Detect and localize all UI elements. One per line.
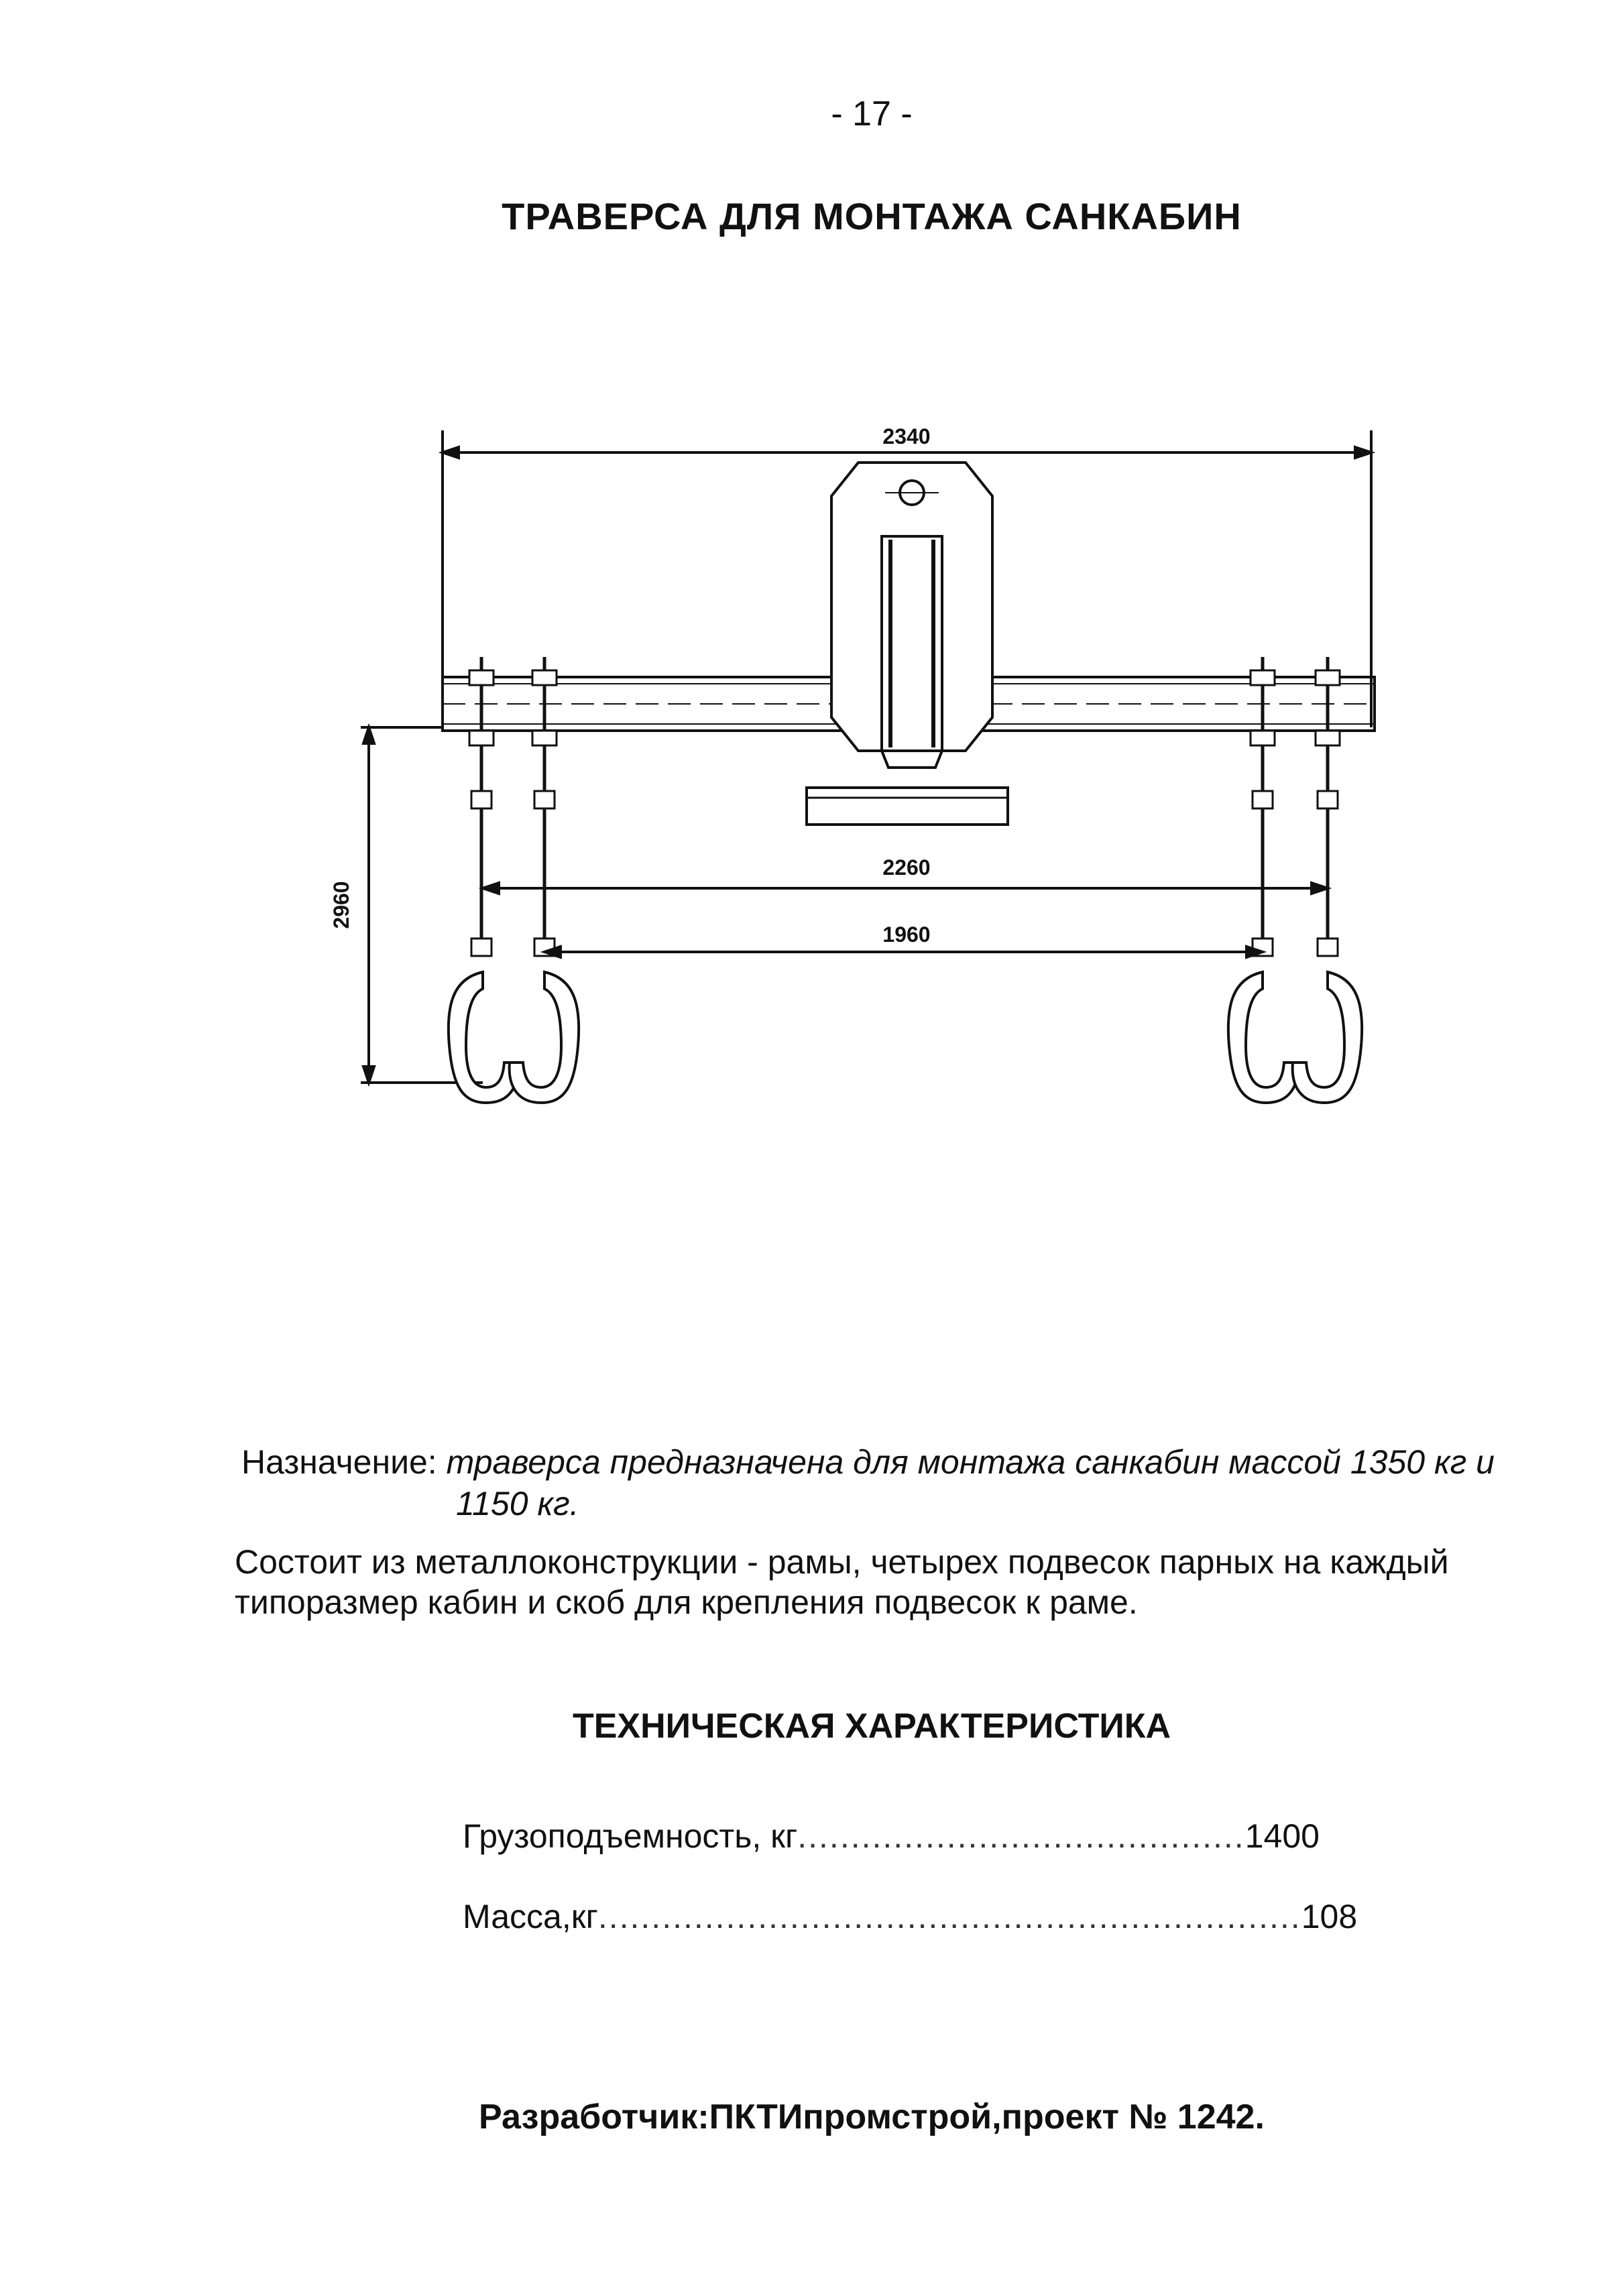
hook-outer-right	[1293, 972, 1362, 1103]
dim-2260-label: 2260	[882, 855, 931, 880]
dim-1960-label: 1960	[882, 922, 931, 947]
spec-value: 108	[1301, 1898, 1358, 1935]
purpose-label: Назначение:	[241, 1443, 437, 1481]
spec-label: Масса,кг	[463, 1898, 598, 1935]
developer-credit: Разработчик:ПКТИпромстрой,проект № 1242.	[479, 2098, 1265, 2136]
hook-outer-left	[449, 972, 518, 1103]
specs-heading: ТЕХНИЧЕСКАЯ ХАРАКТЕРИСТИКА	[572, 1707, 1171, 1746]
spec-row-mass	[463, 1897, 1358, 1978]
purpose-paragraph	[241, 1441, 1515, 1524]
page-title: ТРАВЕРСА ДЛЯ МОНТАЖА САНКАБИН	[502, 195, 1242, 237]
dim-2960-label: 2960	[329, 881, 353, 929]
spec-leader-dots: ..................................................................	[597, 1898, 1301, 1935]
purpose-text-cont: 1150 кг.	[456, 1485, 579, 1522]
spec-row-capacity	[463, 1817, 1334, 1897]
spec-leader-dots: ..........................................	[797, 1817, 1245, 1855]
hook-inner-left	[510, 972, 579, 1103]
technical-drawing	[282, 402, 1422, 1183]
traverse-drawing-svg	[282, 402, 1422, 1180]
hook-inner-right	[1228, 972, 1298, 1103]
specs-list	[463, 1817, 1358, 1978]
dim-2340-label: 2340	[882, 424, 931, 448]
support-plate	[807, 788, 1008, 825]
page-number: - 17 -	[831, 95, 913, 133]
composition-paragraph: Состоит из металлоконструкции - рамы, четырех подвесок парных на каждый типоразмер кабин и скоб для крепления подвесок к раме.	[235, 1543, 1449, 1621]
spec-label: Грузоподъемность, кг	[463, 1817, 798, 1855]
purpose-text: траверса предназначена для монтажа санкабин массой 1350 кг и	[446, 1443, 1495, 1481]
spec-value: 1400	[1244, 1817, 1320, 1855]
